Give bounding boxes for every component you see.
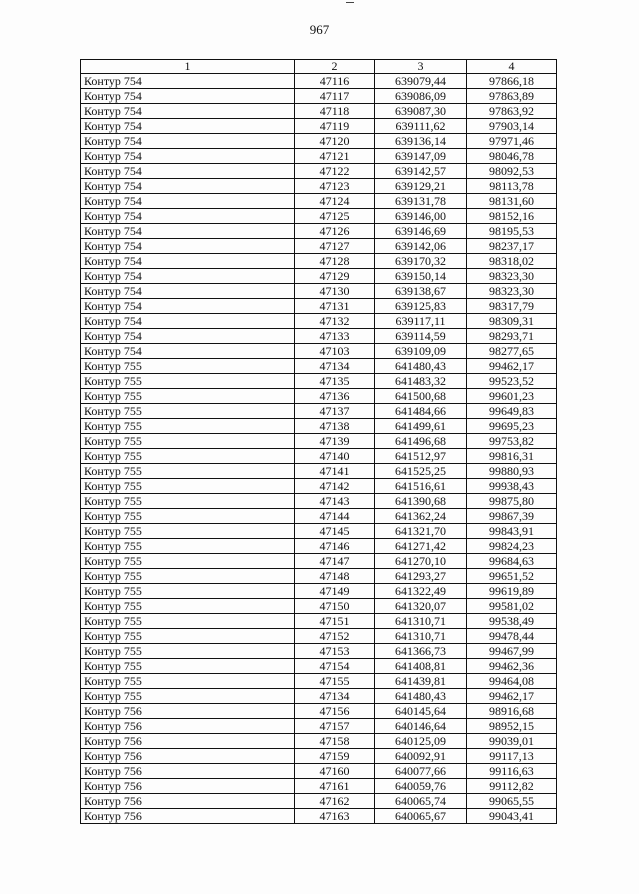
- table-row: [81, 494, 557, 509]
- table-cell-col-1: Контур 755: [81, 479, 295, 494]
- table-cell-col-1: Контур 755: [81, 599, 295, 614]
- page-number: 967: [309, 22, 330, 37]
- table-cell-col-1: Контур 755: [81, 464, 295, 479]
- table-cell-col-4: 97863,89: [467, 89, 557, 104]
- table-cell-col-3: 641512,97: [375, 449, 467, 464]
- table-row: [81, 719, 557, 734]
- table-cell-col-1: Контур 755: [81, 539, 295, 554]
- table-cell-col-4: 99065,55: [467, 794, 557, 809]
- table-cell-col-3: 640077,66: [375, 764, 467, 779]
- table-cell-col-4: 99467,99: [467, 644, 557, 659]
- table-cell-col-1: Контур 754: [81, 329, 295, 344]
- table-cell-col-4: 98317,79: [467, 299, 557, 314]
- table-row: [81, 299, 557, 314]
- table-row: [81, 584, 557, 599]
- table-cell-col-3: 639147,09: [375, 149, 467, 164]
- table-cell-col-1: Контур 754: [81, 269, 295, 284]
- table-row: [81, 344, 557, 359]
- table-cell-col-4: 98131,60: [467, 194, 557, 209]
- table-cell-col-4: 99938,43: [467, 479, 557, 494]
- table-cell-col-1: Контур 755: [81, 569, 295, 584]
- table-cell-col-2: 47127: [295, 239, 375, 254]
- table-cell-col-1: Контур 755: [81, 449, 295, 464]
- table-cell-col-2: 47136: [295, 389, 375, 404]
- table-cell-col-4: 99880,93: [467, 464, 557, 479]
- table-row: [81, 269, 557, 284]
- table-cell-col-1: Контур 756: [81, 779, 295, 794]
- table-cell-col-2: 47155: [295, 674, 375, 689]
- table-cell-col-3: 639129,21: [375, 179, 467, 194]
- table-cell-col-4: 99538,49: [467, 614, 557, 629]
- table-cell-col-3: 639111,62: [375, 119, 467, 134]
- table-cell-col-4: 98916,68: [467, 704, 557, 719]
- table-cell-col-3: 639114,59: [375, 329, 467, 344]
- table-cell-col-2: 47124: [295, 194, 375, 209]
- table-row: [81, 599, 557, 614]
- scan-mark: [346, 2, 354, 3]
- table-cell-col-2: 47119: [295, 119, 375, 134]
- table-cell-col-3: 641271,42: [375, 539, 467, 554]
- table-cell-col-4: 99843,91: [467, 524, 557, 539]
- table-cell-col-3: 641270,10: [375, 554, 467, 569]
- table-cell-col-2: 47118: [295, 104, 375, 119]
- table-body: [81, 74, 557, 824]
- table-row: [81, 749, 557, 764]
- table-cell-col-2: 47153: [295, 644, 375, 659]
- header-col-3: 3: [375, 60, 467, 74]
- table-row: [81, 464, 557, 479]
- table-cell-col-2: 47148: [295, 569, 375, 584]
- table-row: [81, 779, 557, 794]
- table-cell-col-1: Контур 754: [81, 149, 295, 164]
- table-cell-col-2: 47132: [295, 314, 375, 329]
- table-cell-col-4: 98152,16: [467, 209, 557, 224]
- table-cell-col-4: 98277,65: [467, 344, 557, 359]
- table-cell-col-1: Контур 755: [81, 509, 295, 524]
- table-row: [81, 704, 557, 719]
- table-row: [81, 389, 557, 404]
- table-cell-col-1: Контур 754: [81, 224, 295, 239]
- table-cell-col-1: Контур 755: [81, 584, 295, 599]
- table-cell-col-3: 639125,83: [375, 299, 467, 314]
- table-cell-col-1: Контур 754: [81, 254, 295, 269]
- table-cell-col-4: 99867,39: [467, 509, 557, 524]
- table-row: [81, 809, 557, 824]
- header-col-4: 4: [467, 60, 557, 74]
- table-cell-col-4: 98952,15: [467, 719, 557, 734]
- table-row: [81, 674, 557, 689]
- header-col-2: 2: [295, 60, 375, 74]
- table-cell-col-4: 99619,89: [467, 584, 557, 599]
- table-cell-col-4: 99039,01: [467, 734, 557, 749]
- table-cell-col-4: 98318,02: [467, 254, 557, 269]
- table-cell-col-3: 641439,81: [375, 674, 467, 689]
- table-cell-col-2: 47154: [295, 659, 375, 674]
- table-cell-col-4: 98293,71: [467, 329, 557, 344]
- table-cell-col-3: 641322,49: [375, 584, 467, 599]
- table-cell-col-3: 641366,73: [375, 644, 467, 659]
- table-cell-col-1: Контур 755: [81, 419, 295, 434]
- table-cell-col-1: Контур 755: [81, 434, 295, 449]
- table-cell-col-2: 47159: [295, 749, 375, 764]
- table-cell-col-4: 99523,52: [467, 374, 557, 389]
- table-cell-col-3: 639136,14: [375, 134, 467, 149]
- table-cell-col-2: 47150: [295, 599, 375, 614]
- table-cell-col-3: 639138,67: [375, 284, 467, 299]
- table-cell-col-1: Контур 754: [81, 239, 295, 254]
- table-header-row: [81, 60, 557, 74]
- table-cell-col-4: 99824,23: [467, 539, 557, 554]
- table-row: [81, 89, 557, 104]
- table-row: [81, 284, 557, 299]
- table-cell-col-2: 47130: [295, 284, 375, 299]
- table-cell-col-3: 641310,71: [375, 629, 467, 644]
- table-cell-col-1: Контур 754: [81, 134, 295, 149]
- table-row: [81, 419, 557, 434]
- table-row: [81, 104, 557, 119]
- table-cell-col-2: 47117: [295, 89, 375, 104]
- table-cell-col-4: 99117,13: [467, 749, 557, 764]
- table-cell-col-3: 640125,09: [375, 734, 467, 749]
- table-cell-col-3: 639131,78: [375, 194, 467, 209]
- table-row: [81, 194, 557, 209]
- table-cell-col-2: 47137: [295, 404, 375, 419]
- table-cell-col-2: 47141: [295, 464, 375, 479]
- table-cell-col-1: Контур 755: [81, 359, 295, 374]
- table-cell-col-3: 641525,25: [375, 464, 467, 479]
- table-cell-col-3: 641321,70: [375, 524, 467, 539]
- table-cell-col-3: 639146,00: [375, 209, 467, 224]
- table-cell-col-1: Контур 755: [81, 389, 295, 404]
- table-cell-col-2: 47147: [295, 554, 375, 569]
- table-cell-col-3: 640146,64: [375, 719, 467, 734]
- table-cell-col-3: 639150,14: [375, 269, 467, 284]
- table-cell-col-1: Контур 755: [81, 644, 295, 659]
- table-cell-col-1: Контур 754: [81, 299, 295, 314]
- table-cell-col-3: 641500,68: [375, 389, 467, 404]
- table-cell-col-2: 47160: [295, 764, 375, 779]
- table-row: [81, 434, 557, 449]
- table-cell-col-1: Контур 755: [81, 554, 295, 569]
- table-cell-col-2: 47133: [295, 329, 375, 344]
- table-cell-col-3: 641480,43: [375, 359, 467, 374]
- table-cell-col-1: Контур 754: [81, 194, 295, 209]
- table-cell-col-4: 98195,53: [467, 224, 557, 239]
- table-cell-col-2: 47161: [295, 779, 375, 794]
- table-row: [81, 794, 557, 809]
- table-cell-col-4: 99581,02: [467, 599, 557, 614]
- table-row: [81, 209, 557, 224]
- table-row: [81, 449, 557, 464]
- table-cell-col-2: 47151: [295, 614, 375, 629]
- table-cell-col-1: Контур 755: [81, 674, 295, 689]
- table-cell-col-3: 641310,71: [375, 614, 467, 629]
- table-row: [81, 629, 557, 644]
- table-cell-col-3: 639146,69: [375, 224, 467, 239]
- table-cell-col-3: 639079,44: [375, 74, 467, 89]
- table-row: [81, 254, 557, 269]
- table-row: [81, 479, 557, 494]
- table-cell-col-1: Контур 755: [81, 689, 295, 704]
- table-cell-col-1: Контур 756: [81, 704, 295, 719]
- table-cell-col-1: Контур 754: [81, 179, 295, 194]
- table-cell-col-2: 47123: [295, 179, 375, 194]
- table-cell-col-1: Контур 754: [81, 104, 295, 119]
- table-cell-col-2: 47149: [295, 584, 375, 599]
- table-cell-col-2: 47144: [295, 509, 375, 524]
- table-cell-col-2: 47121: [295, 149, 375, 164]
- table-cell-col-1: Контур 755: [81, 494, 295, 509]
- table-cell-col-2: 47125: [295, 209, 375, 224]
- table-row: [81, 239, 557, 254]
- table-cell-col-4: 98092,53: [467, 164, 557, 179]
- table-cell-col-1: Контур 755: [81, 404, 295, 419]
- table-cell-col-4: 98323,30: [467, 269, 557, 284]
- table-cell-col-3: 639086,09: [375, 89, 467, 104]
- table-cell-col-2: 47134: [295, 359, 375, 374]
- table-cell-col-1: Контур 756: [81, 734, 295, 749]
- table-cell-col-1: Контур 756: [81, 809, 295, 824]
- table-cell-col-3: 639117,11: [375, 314, 467, 329]
- table-cell-col-4: 99649,83: [467, 404, 557, 419]
- table-row: [81, 149, 557, 164]
- table-cell-col-1: Контур 755: [81, 629, 295, 644]
- table-cell-col-2: 47145: [295, 524, 375, 539]
- table-cell-col-3: 640145,64: [375, 704, 467, 719]
- table-row: [81, 659, 557, 674]
- table-cell-col-3: 641293,27: [375, 569, 467, 584]
- table-cell-col-4: 99601,23: [467, 389, 557, 404]
- table-cell-col-2: 47129: [295, 269, 375, 284]
- table-cell-col-1: Контур 754: [81, 209, 295, 224]
- table-cell-col-2: 47116: [295, 74, 375, 89]
- table-row: [81, 224, 557, 239]
- table-cell-col-1: Контур 754: [81, 314, 295, 329]
- table-cell-col-3: 641390,68: [375, 494, 467, 509]
- table-cell-col-4: 99875,80: [467, 494, 557, 509]
- table-cell-col-3: 641362,24: [375, 509, 467, 524]
- table-cell-col-2: 47120: [295, 134, 375, 149]
- table-cell-col-2: 47146: [295, 539, 375, 554]
- table-cell-col-3: 639142,57: [375, 164, 467, 179]
- table-cell-col-3: 640065,74: [375, 794, 467, 809]
- table-row: [81, 689, 557, 704]
- table-cell-col-4: 99753,82: [467, 434, 557, 449]
- table-cell-col-4: 99462,36: [467, 659, 557, 674]
- table-cell-col-2: 47142: [295, 479, 375, 494]
- table-cell-col-3: 641320,07: [375, 599, 467, 614]
- table-cell-col-2: 47162: [295, 794, 375, 809]
- table-cell-col-4: 99116,63: [467, 764, 557, 779]
- table-cell-col-4: 99478,44: [467, 629, 557, 644]
- header-col-1: 1: [81, 60, 295, 74]
- table-cell-col-1: Контур 755: [81, 524, 295, 539]
- table-row: [81, 404, 557, 419]
- table-cell-col-2: 47134: [295, 689, 375, 704]
- table-cell-col-1: Контур 755: [81, 659, 295, 674]
- table-cell-col-4: 98046,78: [467, 149, 557, 164]
- table-cell-col-3: 639087,30: [375, 104, 467, 119]
- table-cell-col-4: 97903,14: [467, 119, 557, 134]
- table-cell-col-2: 47139: [295, 434, 375, 449]
- table-cell-col-2: 47158: [295, 734, 375, 749]
- table-cell-col-4: 98309,31: [467, 314, 557, 329]
- table-cell-col-2: 47131: [295, 299, 375, 314]
- table-row: [81, 119, 557, 134]
- table-cell-col-3: 641516,61: [375, 479, 467, 494]
- table-row: [81, 569, 557, 584]
- table-cell-col-3: 641484,66: [375, 404, 467, 419]
- table-cell-col-2: 47163: [295, 809, 375, 824]
- table-row: [81, 374, 557, 389]
- table-row: [81, 179, 557, 194]
- table-row: [81, 524, 557, 539]
- table-cell-col-3: 639109,09: [375, 344, 467, 359]
- table-cell-col-4: 99043,41: [467, 809, 557, 824]
- table-cell-col-2: 47122: [295, 164, 375, 179]
- table-cell-col-3: 640065,67: [375, 809, 467, 824]
- table-cell-col-4: 98113,78: [467, 179, 557, 194]
- table-cell-col-3: 641499,61: [375, 419, 467, 434]
- table-cell-col-3: 641496,68: [375, 434, 467, 449]
- table-row: [81, 734, 557, 749]
- table-row: [81, 329, 557, 344]
- table-cell-col-4: 99112,82: [467, 779, 557, 794]
- table-cell-col-4: 97866,18: [467, 74, 557, 89]
- table-cell-col-3: 641408,81: [375, 659, 467, 674]
- table-cell-col-2: 47138: [295, 419, 375, 434]
- table-cell-col-1: Контур 755: [81, 374, 295, 389]
- table-cell-col-4: 98323,30: [467, 284, 557, 299]
- table-cell-col-3: 641483,32: [375, 374, 467, 389]
- table-cell-col-1: Контур 756: [81, 749, 295, 764]
- table-row: [81, 644, 557, 659]
- table-row: [81, 134, 557, 149]
- table-cell-col-4: 99816,31: [467, 449, 557, 464]
- table-row: [81, 764, 557, 779]
- table-cell-col-2: 47143: [295, 494, 375, 509]
- table-cell-col-4: 99651,52: [467, 569, 557, 584]
- table-cell-col-3: 639170,32: [375, 254, 467, 269]
- table-cell-col-1: Контур 756: [81, 719, 295, 734]
- table-row: [81, 554, 557, 569]
- table-row: [81, 74, 557, 89]
- table-cell-col-3: 640059,76: [375, 779, 467, 794]
- table-cell-col-4: 97971,46: [467, 134, 557, 149]
- table-cell-col-2: 47157: [295, 719, 375, 734]
- table-cell-col-1: Контур 754: [81, 344, 295, 359]
- table-row: [81, 539, 557, 554]
- table-row: [81, 509, 557, 524]
- table-row: [81, 359, 557, 374]
- table-row: [81, 614, 557, 629]
- table-cell-col-2: 47128: [295, 254, 375, 269]
- table-cell-col-2: 47126: [295, 224, 375, 239]
- table-cell-col-2: 47103: [295, 344, 375, 359]
- table-cell-col-1: Контур 754: [81, 284, 295, 299]
- table-row: [81, 314, 557, 329]
- table-cell-col-1: Контур 755: [81, 614, 295, 629]
- table-cell-col-2: 47140: [295, 449, 375, 464]
- table-cell-col-2: 47152: [295, 629, 375, 644]
- table-cell-col-4: 99462,17: [467, 689, 557, 704]
- table-cell-col-4: 99462,17: [467, 359, 557, 374]
- table-cell-col-2: 47135: [295, 374, 375, 389]
- table-cell-col-4: 98237,17: [467, 239, 557, 254]
- table-cell-col-4: 99464,08: [467, 674, 557, 689]
- table-cell-col-3: 641480,43: [375, 689, 467, 704]
- table-cell-col-1: Контур 754: [81, 119, 295, 134]
- table-cell-col-4: 99684,63: [467, 554, 557, 569]
- table-cell-col-1: Контур 754: [81, 74, 295, 89]
- table-cell-col-1: Контур 754: [81, 89, 295, 104]
- table-cell-col-4: 99695,23: [467, 419, 557, 434]
- table-cell-col-1: Контур 754: [81, 164, 295, 179]
- table-cell-col-3: 640092,91: [375, 749, 467, 764]
- table-row: [81, 164, 557, 179]
- table-cell-col-3: 639142,06: [375, 239, 467, 254]
- table-cell-col-2: 47156: [295, 704, 375, 719]
- coordinates-table: [80, 59, 557, 824]
- table-cell-col-1: Контур 756: [81, 794, 295, 809]
- table-cell-col-4: 97863,92: [467, 104, 557, 119]
- table-cell-col-1: Контур 756: [81, 764, 295, 779]
